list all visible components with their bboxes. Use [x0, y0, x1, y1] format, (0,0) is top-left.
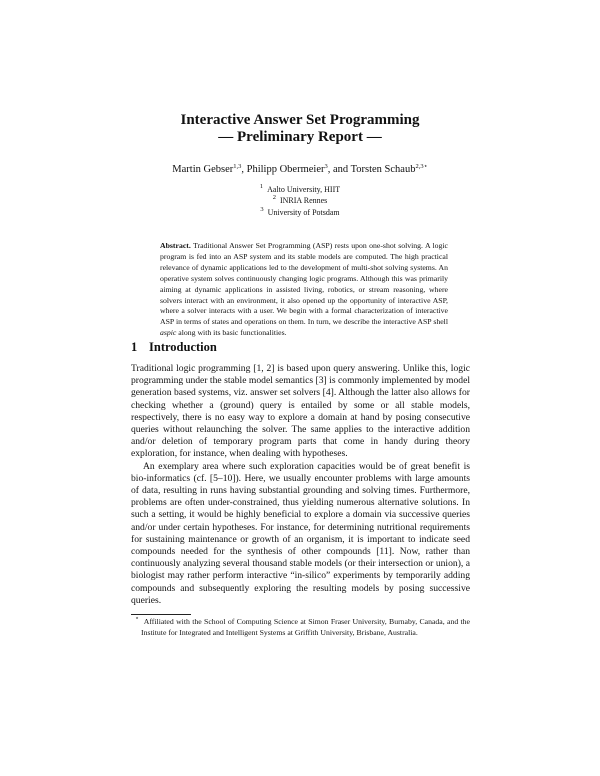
author-affil-mark: 3 — [324, 163, 328, 170]
footnote-mark: ⋆ — [135, 615, 140, 622]
paper-title-line-1: Interactive Answer Set Programming — [180, 112, 420, 128]
author-affil-mark: 2,3⋆ — [415, 163, 428, 170]
paper-title-line-2: — Preliminary Report — — [218, 129, 382, 145]
affiliation — [0, 195, 600, 206]
section-heading — [131, 339, 217, 355]
footnote-text: Affiliated with the School of Computing Science at Simon Fraser University, Burnaby, Canada, and the Institute for Integrated and Intelligent Systems at Griffith University, Brisbane, Australia. — [141, 617, 471, 637]
author-name: Torsten Schaub — [350, 164, 416, 175]
abstract — [160, 241, 448, 339]
abstract-text: Traditional Answer Set Programming (ASP) rests upon one-shot solving. A logic program is fed into an ASP system and its stable models are computed. The high practical relevance of dynamic applications led to the development of multi-shot solving systems. An operative system solves continuously changing logic programs. Although this was primarily aiming at dynamic applications in assisted living, robotics, or stream reasoning, where solvers interact with an environment, it also opened up the opportunity of interactive ASP, where a solver interacts with a user. We begin with a formal characterization of interactive ASP in terms of states and operations on them. In turn, we describe the interactive ASP shell — [160, 241, 448, 327]
author-name: Martin Gebser — [172, 164, 234, 175]
affiliation-number: 2 — [272, 194, 276, 202]
affiliation-text: Aalto University, HIIT — [267, 185, 341, 194]
author-list — [0, 163, 600, 176]
abstract-label: Abstract. — [160, 241, 191, 250]
footnote-divider — [131, 614, 191, 615]
section-body — [131, 363, 470, 607]
affiliation-number: 3 — [260, 205, 264, 213]
affiliation-number: 1 — [259, 183, 264, 190]
affiliation-list — [0, 184, 600, 218]
abstract-emphasis: aspic — [160, 328, 177, 338]
author-separator: , — [241, 164, 247, 175]
affiliation-text: INRIA Rennes — [279, 196, 328, 206]
affiliation — [0, 207, 600, 218]
section-number: 1 — [131, 340, 138, 354]
author-affil-mark: 1,3 — [233, 163, 242, 170]
affiliation — [0, 184, 600, 195]
paragraph: An exemplary area where such exploration capacities would be of great benefit is bio-informatics (cf. [5–10]). Here, we usually encounter problems with large amounts of data, resulting in runs having substantial grounding and solving times. Furthermore, problems are often under-constrained, thus yielding numerous alternative solutions. In such a setting, it would be highly beneficial to explore a domain via successive queries and/or under certain hypotheses. For instance, for determining nutritional requirements for sustaining maintenance or growth of an organism, it is important to indicate seed compounds needed for the synthesis of other compounds [11]. Now, rather than continuously analyzing several thousand stable models (or their intersection or union), a biologist may rather perform interactive “in-silico” experiments by temporarily adding compounds and subsequently exploring the resulting models by posing successive queries. — [131, 460, 470, 606]
author-name: Philipp Obermeier — [246, 164, 325, 175]
author-separator: , and — [327, 164, 351, 175]
abstract-text-end: along with its basic functionalities. — [176, 328, 287, 338]
paragraph: Traditional logic programming [1, 2] is based upon query answering. Unlike this, logic programming under the stable model semantics [3] is commonly implemented by model generation based systems, viz. answer set solvers [4]. Although the latter also allows for checking whether a (ground) query is entailed by some or all stable models, respectively, there is no easy way to explore a domain at hand by posing consecutive queries without relaunching the solver. The same applies to the interactive addition and/or deletion of temporary program parts that come in handy during theory exploration, for instance, when dealing with hypotheses. — [131, 363, 470, 460]
section-title: Introduction — [149, 340, 217, 354]
footnote — [131, 617, 470, 638]
affiliation-text: University of Potsdam — [267, 207, 340, 217]
